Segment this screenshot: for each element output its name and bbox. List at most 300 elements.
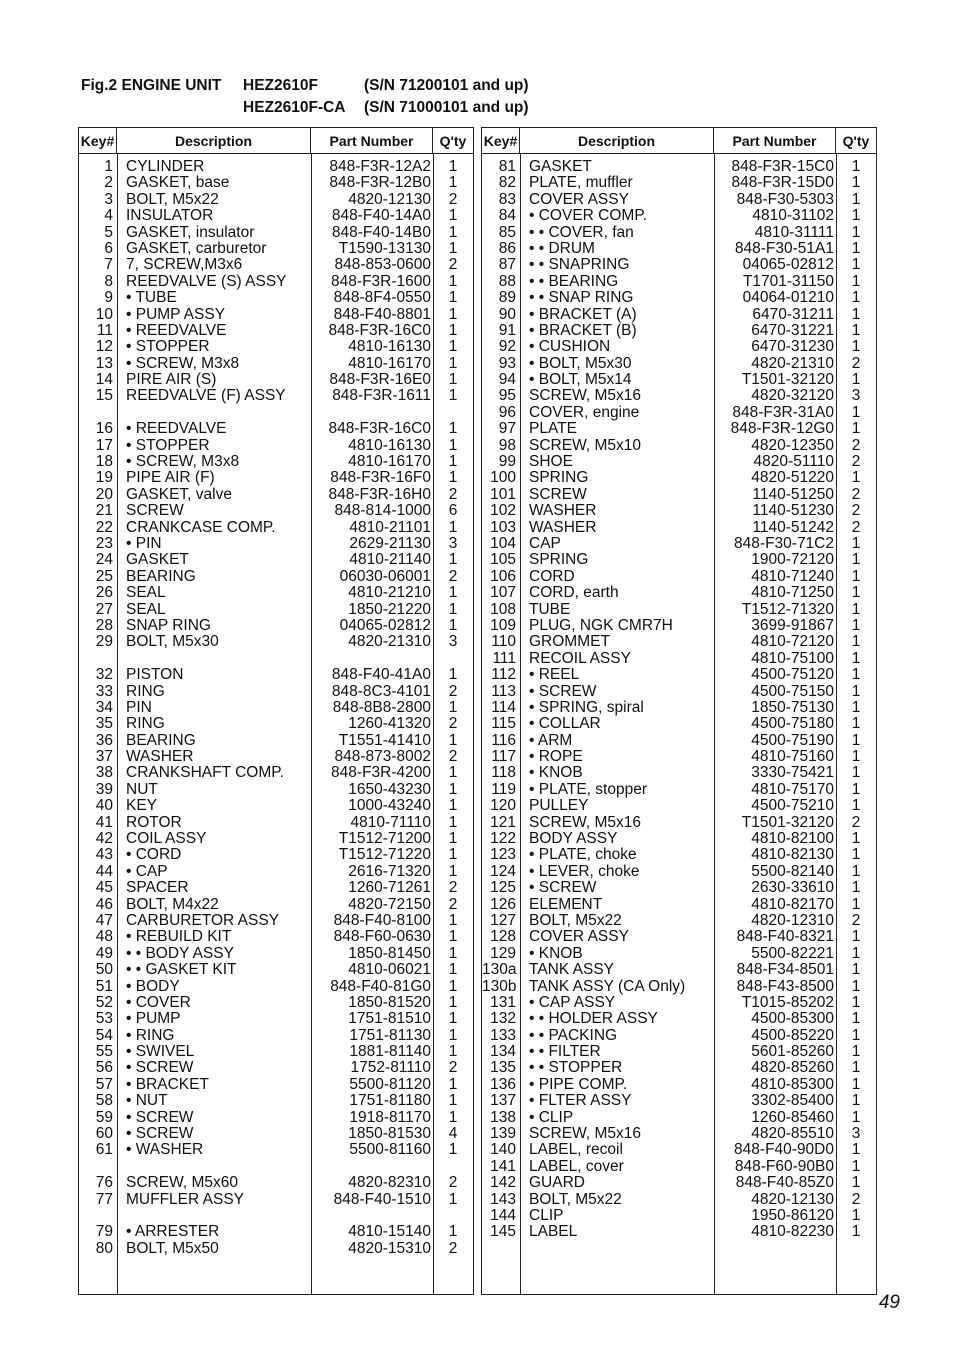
table-row xyxy=(79,503,473,519)
description-cell: BOLT, M5x50 xyxy=(126,1240,219,1257)
key-cell: 118 xyxy=(491,764,516,782)
key-cell: 144 xyxy=(490,1207,516,1224)
table-row xyxy=(482,831,876,847)
part-number-cell xyxy=(311,1159,433,1175)
table-row xyxy=(79,241,473,257)
part-number-cell: 848-F3R-1611 xyxy=(332,387,431,405)
part-number-cell: 1751-81510 xyxy=(348,1010,431,1028)
table-row xyxy=(79,257,473,273)
part-number-cell: 4820-15310 xyxy=(348,1239,431,1257)
qty-cell: 1 xyxy=(851,1223,861,1241)
description-cell: LABEL, recoil xyxy=(529,1142,623,1159)
table-row xyxy=(79,290,473,306)
description-cell: • CORD xyxy=(126,847,182,864)
table-row xyxy=(482,864,876,880)
key-cell: 111 xyxy=(492,649,516,667)
part-number-cell: 4810-72120 xyxy=(751,633,834,651)
qty-cell: 1 xyxy=(851,420,861,438)
description-cell: • CUSHION xyxy=(529,339,611,356)
part-number-cell: 4500-85220 xyxy=(751,1026,834,1044)
qty-cell: 3 xyxy=(448,534,458,552)
key-cell xyxy=(79,405,117,421)
key-cell: 100 xyxy=(490,469,516,487)
description-cell: PIPE AIR (F) xyxy=(126,470,215,487)
qty-cell: 1 xyxy=(851,256,861,274)
table-row xyxy=(482,552,876,568)
description-cell: • ROPE xyxy=(529,749,583,766)
qty-cell: 1 xyxy=(851,1075,861,1093)
qty-cell: 1 xyxy=(851,469,861,487)
key-cell: 12 xyxy=(95,338,113,356)
table-row xyxy=(482,749,876,765)
table-row xyxy=(482,323,876,339)
part-number-cell: 1881-81140 xyxy=(349,1043,431,1061)
part-number-cell: 4810-82130 xyxy=(751,846,834,864)
key-cell: 81 xyxy=(498,158,516,175)
qty-cell: 3 xyxy=(851,1125,861,1143)
description-cell: • PLATE, choke xyxy=(529,847,637,864)
table-row xyxy=(79,831,473,847)
qty-cell: 1 xyxy=(448,1108,458,1126)
description-cell: SEAL xyxy=(126,585,166,602)
key-cell: 145 xyxy=(490,1223,516,1241)
qty-cell: 2 xyxy=(448,895,458,913)
qty-cell: 1 xyxy=(851,1207,861,1224)
description-cell: • NUT xyxy=(126,1093,168,1110)
qty-cell: 1 xyxy=(851,1010,861,1028)
qty-cell: 2 xyxy=(448,1059,458,1077)
part-number-cell: 4500-75210 xyxy=(751,797,834,815)
description-cell: • BODY xyxy=(126,978,180,995)
part-number-cell: T1512-71220 xyxy=(338,846,431,864)
table-row xyxy=(482,192,876,208)
model-1: HEZ2610F xyxy=(243,77,318,94)
part-number-cell: 4810-75160 xyxy=(751,748,834,766)
description-cell: • RING xyxy=(126,1027,175,1044)
key-cell: 57 xyxy=(95,1075,113,1093)
description-cell: BOLT, M5x30 xyxy=(126,634,219,651)
qty-cell: 1 xyxy=(448,518,458,536)
table-row xyxy=(79,798,473,814)
key-cell: 92 xyxy=(498,338,516,356)
part-number-cell: 848-F30-51A1 xyxy=(734,239,834,257)
key-cell: 85 xyxy=(498,223,516,241)
key-cell: 26 xyxy=(95,584,113,602)
part-number-cell: 2616-71320 xyxy=(348,862,431,880)
key-cell: 13 xyxy=(95,354,113,372)
key-cell: 40 xyxy=(95,797,113,815)
key-cell: 112 xyxy=(491,666,516,684)
table-row xyxy=(79,438,473,454)
description-cell: GASKET, carburetor xyxy=(126,240,267,257)
qty-cell: 1 xyxy=(851,1157,861,1175)
qty-cell: 2 xyxy=(448,485,458,503)
qty-cell: 1 xyxy=(851,993,861,1011)
key-cell: 43 xyxy=(95,846,113,864)
part-number-cell: 848-F40-14B0 xyxy=(331,223,431,241)
key-cell: 98 xyxy=(498,436,516,454)
qty-cell: 1 xyxy=(448,272,458,290)
key-cell: 54 xyxy=(95,1026,113,1044)
table-row xyxy=(482,1011,876,1027)
part-number-cell: 848-F3R-31A0 xyxy=(732,403,834,421)
key-cell: 141 xyxy=(490,1157,516,1175)
table-row xyxy=(482,929,876,945)
qty-cell: 1 xyxy=(448,862,458,880)
table-row xyxy=(79,913,473,929)
qty-cell: 1 xyxy=(851,371,861,389)
qty-cell: 1 xyxy=(448,780,458,798)
qty-cell: 1 xyxy=(448,239,458,257)
part-number-cell: 4820-21310 xyxy=(348,633,431,651)
qty-cell: 2 xyxy=(448,1239,458,1257)
table-row xyxy=(79,536,473,552)
part-number-cell: 4500-75120 xyxy=(751,666,834,684)
key-cell: 131 xyxy=(490,993,516,1011)
part-number-cell: 4820-12130 xyxy=(348,190,431,208)
table-row xyxy=(79,1044,473,1060)
qty-cell: 1 xyxy=(851,551,861,569)
description-cell: CLIP xyxy=(529,1208,564,1224)
key-cell: 52 xyxy=(95,993,113,1011)
part-number-cell: 848-F3R-1600 xyxy=(331,272,431,290)
table-row xyxy=(79,1060,473,1076)
description-cell: PLUG, NGK CMR7H xyxy=(529,617,673,634)
qty-cell: 1 xyxy=(851,846,861,864)
table-row xyxy=(482,372,876,388)
table-row xyxy=(79,995,473,1011)
table-row xyxy=(79,929,473,945)
qty-cell: 2 xyxy=(448,682,458,700)
part-number-cell: 848-F40-81G0 xyxy=(330,977,431,995)
qty-cell: 1 xyxy=(851,961,861,979)
qty-cell: 1 xyxy=(448,846,458,864)
table-row xyxy=(482,782,876,798)
part-number-cell: T1512-71320 xyxy=(741,600,834,618)
qty-cell: 1 xyxy=(851,682,861,700)
table-row xyxy=(482,421,876,437)
description-cell: • CLIP xyxy=(529,1109,574,1126)
key-cell: 6 xyxy=(104,239,113,257)
part-number-cell: 4810-21210 xyxy=(348,584,431,602)
key-cell: 47 xyxy=(95,911,113,929)
qty-cell: 2 xyxy=(448,256,458,274)
key-cell: 20 xyxy=(95,485,113,503)
table-row xyxy=(482,1208,876,1224)
table-row xyxy=(79,1192,473,1208)
serial-range-2: (S/N 71000101 and up) xyxy=(364,99,529,116)
qty-cell: 2 xyxy=(448,1174,458,1192)
part-number-cell: 848-F3R-12G0 xyxy=(730,420,834,438)
part-number-cell: 848-814-1000 xyxy=(334,502,431,520)
part-number-cell: 4820-32120 xyxy=(751,387,834,405)
table-row xyxy=(79,782,473,798)
qty-cell: 1 xyxy=(851,403,861,421)
qty-cell: 1 xyxy=(851,895,861,913)
description-cell: GASKET, valve xyxy=(126,486,232,503)
key-cell: 8 xyxy=(104,272,113,290)
part-number-cell: 848-8F4-0550 xyxy=(333,289,431,307)
qty-cell: 1 xyxy=(448,911,458,929)
table-row xyxy=(482,1126,876,1142)
qty-cell: 4 xyxy=(448,1125,458,1143)
part-number-cell: 848-8B8-2800 xyxy=(332,698,431,716)
description-cell: SCREW, M5x10 xyxy=(529,437,641,454)
table-row xyxy=(79,175,473,191)
table-row xyxy=(79,552,473,568)
qty-cell: 1 xyxy=(851,731,861,749)
part-number-cell: 848-F43-8500 xyxy=(736,977,834,995)
qty-cell xyxy=(433,1159,473,1175)
qty-cell: 1 xyxy=(851,289,861,307)
parts-table-left xyxy=(78,127,474,1295)
qty-cell: 1 xyxy=(448,1075,458,1093)
description-cell: • LEVER, choke xyxy=(529,863,640,880)
table-row xyxy=(79,1126,473,1142)
key-cell: 88 xyxy=(498,272,516,290)
key-cell: 51 xyxy=(95,977,113,995)
description-cell: PIRE AIR (S) xyxy=(126,372,217,389)
description-cell: SCREW, M5x16 xyxy=(529,1126,641,1143)
description-cell: SPRING xyxy=(529,552,589,569)
figure-title xyxy=(81,77,221,95)
part-number-cell: 4820-21310 xyxy=(751,354,834,372)
table-row xyxy=(482,1077,876,1093)
description-cell: • REEDVALVE xyxy=(126,421,227,438)
key-cell: 97 xyxy=(498,420,516,438)
description-cell: • PLATE, stopper xyxy=(529,781,647,798)
description-cell: • STOPPER xyxy=(126,339,210,356)
table-row xyxy=(79,897,473,913)
description-cell: BOLT, M5x22 xyxy=(126,191,219,208)
table-row xyxy=(482,1224,876,1240)
qty-cell: 2 xyxy=(851,453,861,471)
part-number-cell: 848-F40-8100 xyxy=(333,911,431,929)
key-cell: 10 xyxy=(95,305,113,323)
part-number-cell: 5500-82140 xyxy=(751,862,834,880)
table-row xyxy=(79,1208,473,1224)
key-cell: 4 xyxy=(104,207,113,225)
part-number-cell: 4810-16170 xyxy=(348,453,431,471)
description-cell: WASHER xyxy=(529,503,597,520)
serial-range-1: (S/N 71200101 and up) xyxy=(364,77,529,94)
part-number-cell: 1918-81170 xyxy=(349,1108,431,1126)
part-number-cell: 848-F40-8321 xyxy=(736,928,834,946)
description-cell: PIN xyxy=(126,699,152,716)
description-cell: • • BEARING xyxy=(529,273,619,290)
table-row xyxy=(79,651,473,667)
part-number-cell xyxy=(311,651,433,667)
qty-cell: 1 xyxy=(851,633,861,651)
qty-cell: 1 xyxy=(851,1026,861,1044)
part-number-cell: 848-F30-71C2 xyxy=(734,534,834,552)
header-qty: Q'ty xyxy=(842,132,870,149)
qty-cell: 1 xyxy=(448,551,458,569)
part-number-cell: 4810-21140 xyxy=(349,551,431,569)
key-cell: 56 xyxy=(95,1059,113,1077)
part-number-cell: 6470-31221 xyxy=(751,321,834,339)
description-cell: GROMMET xyxy=(529,634,610,651)
description-cell: CRANKSHAFT COMP. xyxy=(126,765,284,782)
qty-cell: 2 xyxy=(851,502,861,520)
part-number-cell: 4810-82230 xyxy=(751,1223,834,1241)
table-row xyxy=(79,765,473,781)
qty-cell: 1 xyxy=(448,600,458,618)
key-cell: 124 xyxy=(490,862,516,880)
page-number: 49 xyxy=(878,1292,900,1313)
description-cell: CORD, earth xyxy=(529,585,619,602)
key-cell: 17 xyxy=(95,436,113,454)
qty-cell: 1 xyxy=(851,649,861,667)
qty-cell: 1 xyxy=(851,305,861,323)
description-cell: BOLT, M4x22 xyxy=(126,896,219,913)
description-cell: TANK ASSY xyxy=(529,962,614,979)
description-cell: REEDVALVE (S) ASSY xyxy=(126,273,287,290)
description-cell: • BRACKET (A) xyxy=(529,306,637,323)
part-number-cell: 4810-71240 xyxy=(751,567,834,585)
key-cell: 2 xyxy=(104,174,113,192)
part-number-cell: 848-F3R-16F0 xyxy=(330,469,431,487)
key-cell: 140 xyxy=(490,1141,516,1159)
qty-cell: 1 xyxy=(448,1141,458,1159)
table-row xyxy=(482,684,876,700)
figure-label: Fig.2 ENGINE UNIT xyxy=(81,77,222,94)
qty-cell: 1 xyxy=(448,420,458,438)
part-number-cell: 848-853-0600 xyxy=(334,256,431,274)
description-cell: GUARD xyxy=(529,1175,585,1192)
table-row xyxy=(79,569,473,585)
description-cell xyxy=(117,405,311,421)
part-number-cell: 2629-21130 xyxy=(349,534,431,552)
part-number-cell xyxy=(311,405,433,421)
table-row xyxy=(482,520,876,536)
key-cell: 122 xyxy=(490,830,516,848)
part-number-cell: 4810-71250 xyxy=(751,584,834,602)
description-cell: SNAP RING xyxy=(126,617,211,634)
description-cell xyxy=(117,1159,311,1175)
qty-cell: 1 xyxy=(448,354,458,372)
qty-cell: 1 xyxy=(851,338,861,356)
qty-cell: 2 xyxy=(448,748,458,766)
table-row xyxy=(79,979,473,995)
description-cell: • • SNAP RING xyxy=(529,290,634,307)
description-cell: • SPRING, spiral xyxy=(529,699,644,716)
table-row xyxy=(79,1224,473,1240)
key-cell: 34 xyxy=(95,698,113,716)
qty-cell: 1 xyxy=(851,223,861,241)
qty-cell: 1 xyxy=(851,1059,861,1077)
key-cell: 9 xyxy=(104,289,113,307)
key-cell: 32 xyxy=(95,666,113,684)
description-cell: • BOLT, M5x14 xyxy=(529,372,632,389)
description-cell: 7, SCREW,M3x6 xyxy=(126,257,243,274)
table-row xyxy=(79,388,473,404)
part-number-cell: 2630-33610 xyxy=(751,879,834,897)
key-cell: 130b xyxy=(482,977,517,995)
description-cell: COVER ASSY xyxy=(529,929,629,946)
qty-cell: 1 xyxy=(448,305,458,323)
part-number-cell: 4810-75100 xyxy=(751,649,834,667)
part-number-cell: 1140-51230 xyxy=(752,502,834,520)
description-cell: • COVER xyxy=(126,994,191,1011)
table-row xyxy=(482,487,876,503)
table-row xyxy=(79,585,473,601)
part-number-cell: 1260-71261 xyxy=(348,879,431,897)
part-number-cell: 4810-82100 xyxy=(751,830,834,848)
qty-cell: 1 xyxy=(851,879,861,897)
qty-cell: 1 xyxy=(851,1043,861,1061)
part-number-cell: 5500-81160 xyxy=(349,1141,431,1159)
header-qty: Q'ty xyxy=(439,132,467,149)
part-number-cell: 06030-06001 xyxy=(339,567,431,585)
description-cell: GASKET xyxy=(126,552,189,569)
part-number-cell: 4820-51220 xyxy=(751,469,834,487)
description-cell: • REBUILD KIT xyxy=(126,929,232,946)
table-row xyxy=(79,749,473,765)
part-number-cell: 4810-21101 xyxy=(349,518,431,536)
table-body xyxy=(79,154,473,1294)
key-cell: 95 xyxy=(498,387,516,405)
part-number-cell: 4810-31111 xyxy=(754,223,834,241)
table-row xyxy=(482,946,876,962)
description-cell: WASHER xyxy=(529,519,597,536)
part-number-cell: 04064-01210 xyxy=(742,289,834,307)
description-cell: REEDVALVE (F) ASSY xyxy=(126,388,286,405)
table-body xyxy=(482,154,876,1294)
table-row xyxy=(482,700,876,716)
description-cell: • COVER COMP. xyxy=(529,208,647,225)
table-row xyxy=(79,1142,473,1158)
part-number-cell: 4820-51110 xyxy=(753,453,834,471)
header-description: Description xyxy=(117,128,311,153)
qty-cell: 3 xyxy=(448,633,458,651)
table-row xyxy=(482,651,876,667)
table-row xyxy=(482,307,876,323)
qty-cell: 1 xyxy=(448,338,458,356)
description-cell: • • BODY ASSY xyxy=(126,945,234,962)
table-row xyxy=(79,1159,473,1175)
key-cell: 101 xyxy=(490,485,516,503)
qty-cell: 2 xyxy=(851,485,861,503)
qty-cell: 1 xyxy=(448,371,458,389)
qty-cell: 1 xyxy=(851,239,861,257)
part-number-cell: 4810-15140 xyxy=(348,1223,431,1241)
qty-cell: 1 xyxy=(851,944,861,962)
key-cell: 16 xyxy=(95,420,113,438)
table-row xyxy=(79,1011,473,1027)
description-cell: • KNOB xyxy=(529,945,583,962)
part-number-cell: T1501-32120 xyxy=(741,371,834,389)
qty-cell: 1 xyxy=(851,830,861,848)
description-cell: RECOIL ASSY xyxy=(529,650,631,667)
description-cell: • • FILTER xyxy=(529,1044,601,1061)
table-row xyxy=(79,1175,473,1191)
key-cell: 110 xyxy=(491,633,516,651)
description-cell: • SCREW xyxy=(126,1060,194,1077)
part-number-cell: 4500-75180 xyxy=(751,715,834,733)
key-cell: 123 xyxy=(490,846,516,864)
part-number-cell: 1850-81530 xyxy=(348,1125,431,1143)
parts-table-right xyxy=(481,127,877,1295)
part-number-cell: 848-F3R-12A2 xyxy=(329,158,431,175)
part-number-cell: 848-F3R-16C0 xyxy=(328,321,431,339)
qty-cell: 1 xyxy=(851,797,861,815)
qty-cell: 1 xyxy=(448,1043,458,1061)
table-row xyxy=(79,1110,473,1126)
key-cell: 99 xyxy=(498,453,516,471)
qty-cell: 1 xyxy=(448,813,458,831)
table-row xyxy=(482,536,876,552)
